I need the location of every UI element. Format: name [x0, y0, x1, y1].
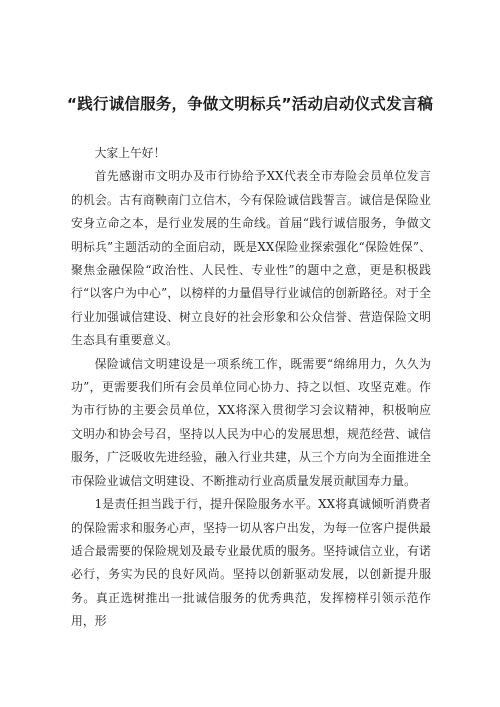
paragraph-1: 首先感谢市文明办及市行协给予XX代表全市寿险会员单位发言的机会。古有商鞅南门立信木，今有保险诚信践誓言。诚信是保险业安身立命之本，是行业发展的生命线。首届“践行诚信服务，争做文明标兵”主题活动的全面启动，既是XX保险业探索强化“保险姓保”、聚焦金融保险“政治性、人民性、专业性”的题中之意，更是积极践行“以客户为中心”，以榜样的力量倡导行业诚信的创新路径。对于全行业加强诚信建设、树立良好的社会形象和公众信誉、营造保险文明生态具有重要意义。 [71, 169, 431, 348]
document-body [71, 142, 431, 634]
greeting: 大家上午好！ [94, 146, 166, 160]
paragraph-3: 1是责任担当践于行，提升保险服务水平。XX将真诚倾听消费者的保险需求和服务心声，坚持一切从客户出发，为每一位客户提供最适合最需要的保险规划及最专业最优质的服务。坚持诚信立业，有诺必行，务实为民的良好风尚。坚持以创新驱动发展，以创新提升服务。真正选树推出一批诚信服务的优秀典范，发挥榜样引领示范作用，形 [71, 497, 431, 629]
document-title: “践行诚信服务，争做文明标兵”活动启动仪式发言稿 [66, 95, 434, 113]
paragraph-2: 保险诚信文明建设是一项系统工作，既需要“绵绵用力，久久为功”，更需要我们所有会员单位同心协力、持之以恒、攻坚克难。作为市行协的主要会员单位，XX将深入贯彻学习会议精神，积极响应文明办和协会号召，坚持以人民为中心的发展思想，规范经营、诚信服务，广泛吸收先进经验，融入行业共建，从三个方向为全面推进全市保险业诚信文明建设、不断推动行业高质量发展贡献国寿力量。 [71, 356, 431, 488]
